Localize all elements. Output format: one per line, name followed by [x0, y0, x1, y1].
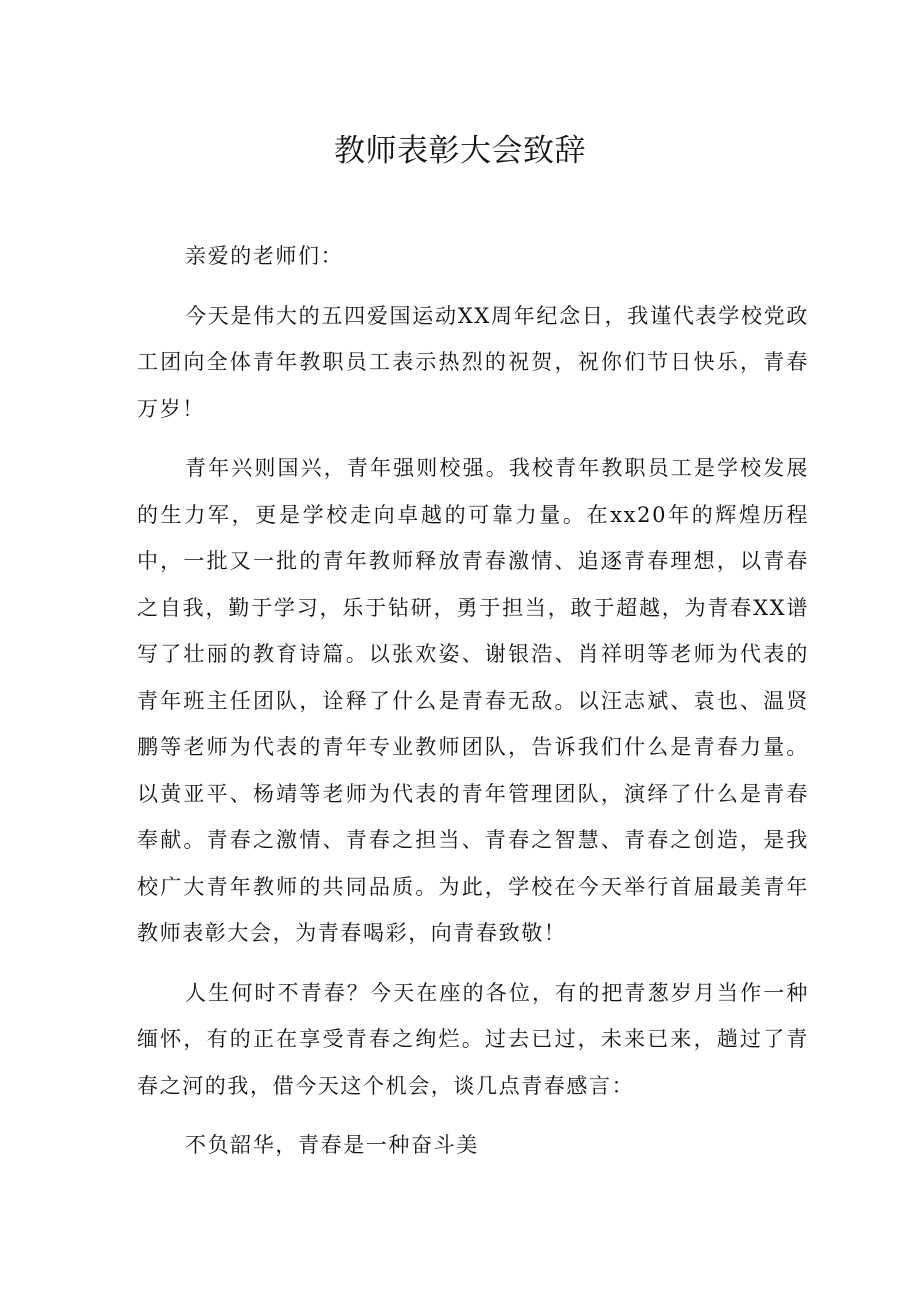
- paragraph-3: 人生何时不青春？今天在座的各位，有的把青葱岁月当作一种缅怀，有的正在享受青春之绚烂。过去已过，未来已来，趟过了青春之河的我，借今天这个机会，谈几点青春感言：: [137, 980, 809, 1098]
- document-body: [137, 233, 809, 1169]
- document-title: 教师表彰大会致辞: [334, 133, 586, 169]
- greeting-line: 亲爱的老师们：: [185, 244, 344, 268]
- section-subheading: 不负韶华，青春是一种奋斗美: [185, 1133, 479, 1157]
- paragraph-2: 青年兴则国兴，青年强则校强。我校青年教职员工是学校发展的生力军，更是学校走向卓越的可靠力量。在xx20年的辉煌历程中，一批又一批的青年教师释放青春激情、追逐青春理想，以青春之自我，勤于学习，乐于钻研，勇于担当，敢于超越，为青春XX谱写了壮丽的教育诗篇。以张欢姿、谢银浩、肖祥明等老师为代表的青年班主任团队，诠释了什么是青春无敌。以汪志斌、袁也、温贤鹏等老师为代表的青年专业教师团队，告诉我们什么是青春力量。以黄亚平、杨靖等老师为代表的青年管理团队，演绎了什么是青春奉献。青春之激情、青春之担当、青春之智慧、青春之创造，是我校广大青年教师的共同品质。为此，学校在今天举行首届最美青年教师表彰大会，为青春喝彩，向青春致敬！: [137, 456, 809, 945]
- paragraph-1: 今天是伟大的五四爱国运动XX周年纪念日，我谨代表学校党政工团向全体青年教职员工表示热烈的祝贺，祝你们节日快乐，青春万岁！: [137, 303, 809, 421]
